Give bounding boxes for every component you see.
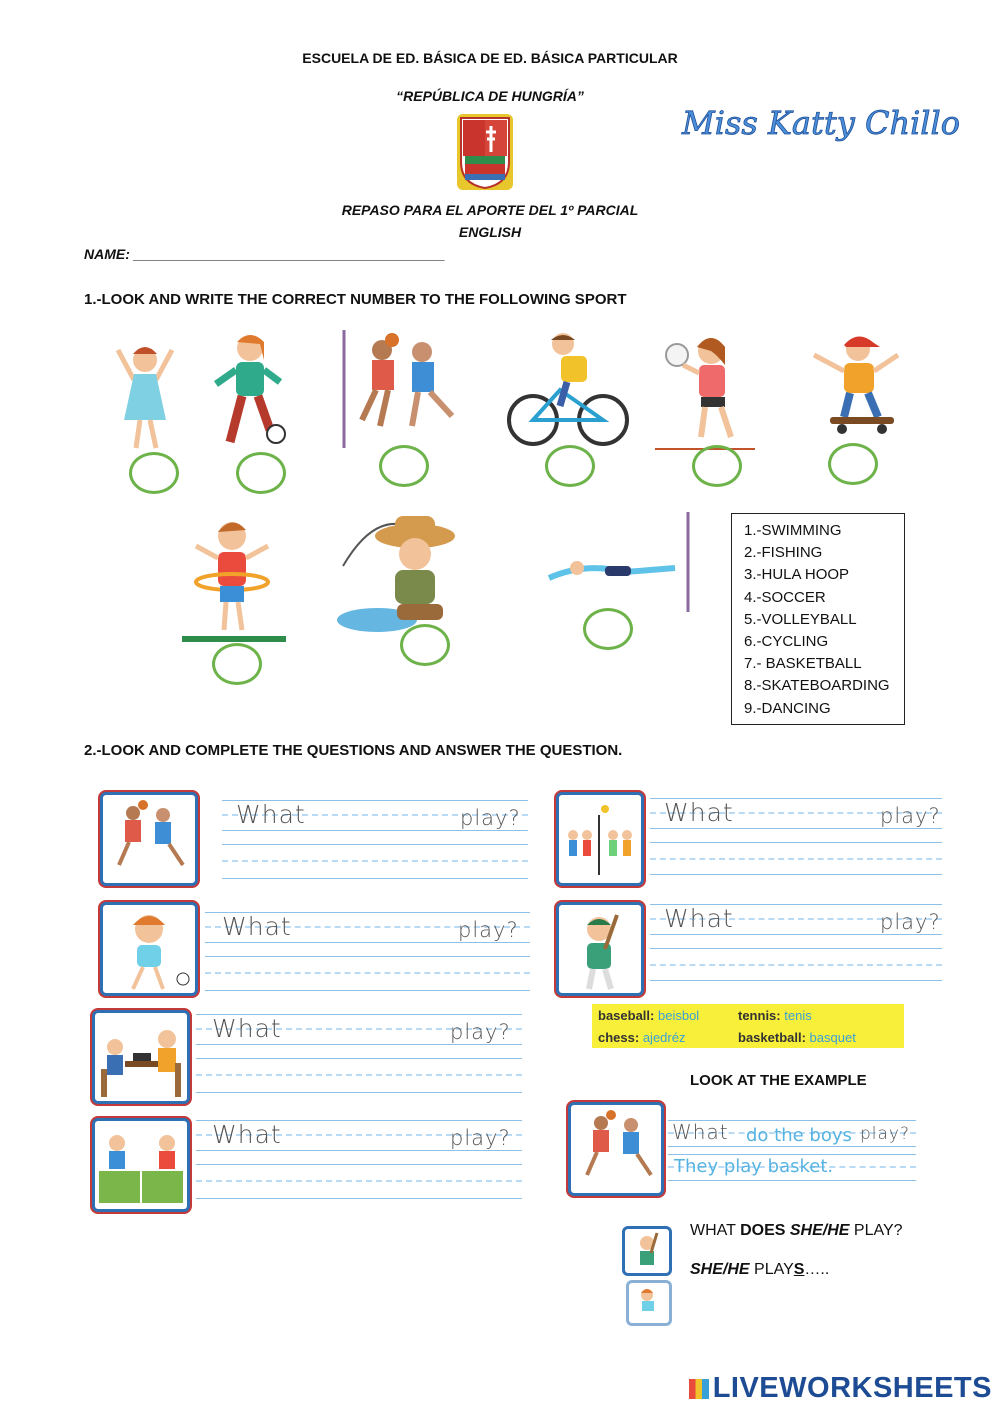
example-what: What [672,1120,729,1144]
prompt-what: What [236,800,306,829]
answer-circle-dancing[interactable] [129,452,179,494]
vocab-en: tennis: [738,1008,781,1023]
tennis-players-frame [92,1118,190,1212]
prompt-what: What [664,904,734,933]
grammar-q-prefix: WHAT [690,1222,741,1239]
section2-title: 2.-LOOK AND COMPLETE THE QUESTIONS AND ANSWER THE QUESTION. [84,742,623,759]
example-basketball-picture [571,1105,661,1193]
word-list-item: 1.-SWIMMING [744,522,842,539]
prompt-what: What [222,912,292,941]
prompt-what: What [212,1120,282,1149]
baseball-hint-picture [625,1229,669,1273]
svg-text:Miss Katty Chillo: Miss Katty Chillo [682,104,961,142]
chess-players-picture [95,1013,187,1101]
volleyball-girl-picture [655,325,755,450]
vocab-en: baseball: [598,1008,655,1023]
example-answer: They play basket. [674,1156,834,1177]
prompt-play: play? [458,918,519,942]
word-list-item: 7.- BASKETBALL [744,655,862,673]
school-crest-logo [455,112,515,192]
answer-circle-cycling[interactable] [545,445,595,487]
grammar-a-subject: SHE/HE [690,1261,750,1278]
grammar-a-s: S [793,1261,805,1278]
baseball-player-frame [556,902,644,996]
brand-icon [689,1379,709,1399]
word-list-item: 6.-CYCLING [744,633,829,651]
vocab-en: basketball: [738,1030,806,1045]
soccer-hint-picture [629,1283,669,1323]
vocab-en: chess: [598,1030,640,1045]
grammar-q-subject: SHE/HE [789,1222,850,1239]
brand-text: LIVEWORKSHEETS [712,1372,992,1404]
answer-circle-fishing[interactable] [400,624,450,666]
prompt-what: What [212,1014,282,1043]
vocab-es: beisbol [657,1008,700,1023]
example-title: LOOK AT THE EXAMPLE [690,1072,867,1089]
word-list-item: 9.-DANCING [744,699,831,717]
vocab-es: ajedréz [642,1030,686,1045]
soccer-player-picture [210,330,290,455]
answer-circle-skateboarding[interactable] [828,443,878,485]
chess-players-frame [92,1010,190,1104]
prompt-play: play? [460,806,521,830]
grammar-q-suffix: PLAY? [849,1222,903,1239]
swimmer-picture [545,512,695,612]
prompt-play: play? [880,804,941,828]
tennis-players-picture [95,1121,187,1209]
vocab-es: tenis [784,1008,812,1023]
section1-title: 1.-LOOK AND WRITE THE CORRECT NUMBER TO THE FOLLOWING SPORT [84,291,627,308]
vocabulary-box [592,1004,904,1048]
soccer-girl-frame [100,902,198,996]
grammar-question [690,1222,903,1240]
school-name: ESCUELA DE ED. BÁSICA DE ED. BÁSICA PARTICULAR [302,50,678,66]
prompt-what: What [664,798,734,827]
skateboarder-picture [800,325,905,445]
soccer-girl-picture [103,905,195,993]
grammar-a-verb: PLAY [749,1261,794,1278]
prompt-play: play? [450,1020,511,1044]
word-list-item: 5.-VOLLEYBALL [744,610,857,628]
liveworksheets-logo [689,1372,992,1405]
example-question-mid: do the boys [746,1125,852,1146]
baseball-player-picture [559,905,641,993]
volleyball-team-frame [556,792,644,886]
answer-circle-basketball[interactable] [379,445,429,487]
name-field[interactable]: NAME: ________________________________________ [84,246,446,262]
baseball-hint-frame [622,1226,672,1276]
answer-circle-hula-hoop[interactable] [212,643,262,685]
basketball-players-picture [342,330,477,450]
grammar-answer [690,1261,829,1279]
prompt-play: play? [880,910,941,934]
word-list-item: 3.-HULA HOOP [744,566,850,584]
fishing-boy-picture [337,510,467,635]
prompt-play: play? [450,1126,511,1150]
grammar-q-does: DOES [740,1222,790,1239]
review-title: REPASO PARA EL APORTE DEL 1º PARCIAL [341,202,639,218]
word-list-item: 2.-FISHING [744,544,823,562]
grammar-a-dots: ….. [804,1261,830,1278]
answer-circle-volleyball[interactable] [692,445,742,487]
word-list-item: 8.-SKATEBOARDING [744,677,890,695]
word-list-item: 4.-SOCCER [744,588,826,606]
basketball-boys-picture [103,795,195,883]
cyclist-picture [505,330,630,448]
hula-hoop-boy-picture [182,512,286,644]
subject-title: ENGLISH [458,224,522,240]
sports-word-list [731,513,905,725]
school-subtitle: “REPÚBLICA DE HUNGRÍA” [396,88,584,104]
answer-circle-swimming[interactable] [583,608,633,650]
teacher-signature-logo [680,100,961,150]
basketball-boys-frame [100,792,198,886]
dancing-girl-picture [110,340,180,450]
answer-circle-soccer[interactable] [236,452,286,494]
example-play: play? [860,1124,911,1144]
vocab-es: basquet [809,1030,856,1045]
soccer-hint-frame [626,1280,672,1326]
example-basketball-frame [568,1102,664,1196]
volleyball-team-picture [559,795,641,883]
